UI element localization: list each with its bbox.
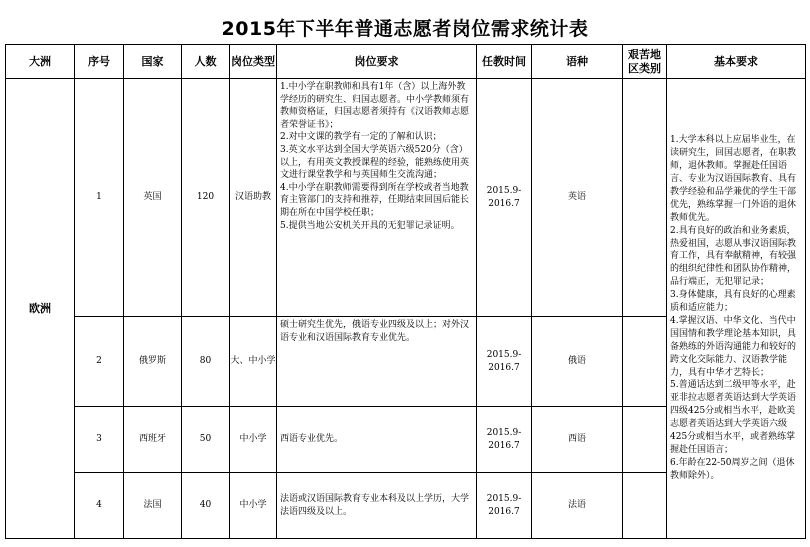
page-title: 2015年下半年普通志愿者岗位需求统计表 bbox=[221, 18, 589, 40]
header-row bbox=[6, 45, 806, 79]
header-language: 语种 bbox=[532, 45, 623, 79]
requirement-line: 2.对中文课的教学有一定的了解和认识； bbox=[280, 132, 442, 143]
row-country: 英国 bbox=[124, 79, 182, 317]
row-period: 2015.9-2016.7 bbox=[477, 79, 532, 317]
row-hardship bbox=[623, 317, 667, 407]
row-index: 4 bbox=[75, 473, 124, 539]
row-count: 80 bbox=[182, 317, 230, 407]
header-period: 任教时间 bbox=[477, 45, 532, 79]
header-hardship: 艰苦地区类别 bbox=[623, 45, 667, 79]
row-period: 2015.9-2016.7 bbox=[477, 407, 532, 473]
header-index: 序号 bbox=[75, 45, 124, 79]
basic-requirement-item: 3.身体健康，具有良好的心理素质和适应能力； bbox=[670, 290, 796, 314]
requirement-line: 硕士研究生优先，俄语专业四级及以上；对外汉语专业和汉语国际教育专业优先。 bbox=[280, 320, 470, 343]
basic-requirement-item: 4.掌握汉语、中华文化、当代中国国情和教学理论基本知识，具备熟练的外语沟通能力和较好的跨文化交际能力、汉语教学能力，具有中华才艺特长； bbox=[670, 315, 797, 378]
header-country: 国家 bbox=[124, 45, 182, 79]
row-country: 法国 bbox=[124, 473, 182, 539]
row-requirements bbox=[277, 79, 477, 317]
row-index: 3 bbox=[75, 407, 124, 473]
row-requirements bbox=[277, 407, 477, 473]
row-count: 40 bbox=[182, 473, 230, 539]
requirement-line: 3.英文水平达到全国大学英语六级520分（含）以上，有用英文教授课程的经验，能熟练使用英文进行课堂教学和与英国师生交流沟通； bbox=[280, 144, 470, 181]
row-count: 120 bbox=[182, 79, 230, 317]
requirement-line: 西语专业优先。 bbox=[280, 434, 344, 445]
row-language: 俄语 bbox=[532, 317, 623, 407]
row-country: 俄罗斯 bbox=[124, 317, 182, 407]
row-post-type: 中小学 bbox=[230, 473, 277, 539]
row-country: 西班牙 bbox=[124, 407, 182, 473]
row-post-type: 中小学 bbox=[230, 407, 277, 473]
header-post-requirements: 岗位要求 bbox=[277, 45, 477, 79]
requirement-line: 法语或汉语国际教育专业本科及以上学历，大学法语四级及以上。 bbox=[280, 493, 470, 517]
row-index: 2 bbox=[75, 317, 124, 407]
basic-requirement-item: 2.具有良好的政治和业务素质，热爱祖国，志愿从事汉语国际教育工作，具有奉献精神，有较强的组织纪律性和团队协作精神，品行端正，无犯罪记录； bbox=[670, 225, 797, 288]
demand-table bbox=[5, 44, 806, 539]
continent-cell: 欧洲 bbox=[6, 79, 75, 539]
row-requirements bbox=[277, 317, 477, 407]
row-language: 英语 bbox=[532, 79, 623, 317]
row-hardship bbox=[623, 407, 667, 473]
row-hardship bbox=[623, 473, 667, 539]
requirement-line: 4.中小学在职教师需要得到所在学校或者当地教育主管部门的支持和推荐，任期结束回国后能长期在所在中国学校任职； bbox=[280, 182, 470, 218]
row-period: 2015.9-2016.7 bbox=[477, 473, 532, 539]
requirement-line: 5.提供当地公安机关开具的无犯罪记录证明。 bbox=[280, 220, 460, 231]
row-post-type: 汉语助教 bbox=[230, 79, 277, 317]
row-index: 1 bbox=[75, 79, 124, 317]
header-continent: 大洲 bbox=[6, 45, 75, 79]
table-row bbox=[6, 79, 806, 317]
row-period: 2015.9-2016.7 bbox=[477, 317, 532, 407]
row-hardship bbox=[623, 79, 667, 317]
row-requirements bbox=[277, 473, 477, 539]
basic-requirements-cell bbox=[667, 79, 806, 539]
header-post-type: 岗位类型 bbox=[230, 45, 277, 79]
row-count: 50 bbox=[182, 407, 230, 473]
header-count: 人数 bbox=[182, 45, 230, 79]
header-basic-requirements: 基本要求 bbox=[667, 45, 806, 79]
basic-requirement-item: 6.年龄在22-50周岁之间（退休教师除外）。 bbox=[670, 457, 795, 481]
basic-requirement-item: 5.普通话达到二级甲等水平，赴亚非拉志愿者英语达到大学英语四级425分或相当水平，赴欧美志愿者英语达到大学英语六级425分或相当水平，或者熟练掌握赴任国语言； bbox=[670, 380, 797, 456]
row-language: 法语 bbox=[532, 473, 623, 539]
row-post-type: 大、中小学 bbox=[230, 317, 277, 407]
requirement-line: 1.中小学在职教师和具有1年（含）以上海外教学经历的研究生、归国志愿者。中小学教师须有教师资格证，归国志愿者须持有《汉语教师志愿者荣誉证书》； bbox=[280, 82, 470, 130]
row-language: 西语 bbox=[532, 407, 623, 473]
basic-requirement-item: 1.大学本科以上应届毕业生，在读研究生，回国志愿者，在职教师，退休教师。掌握赴任国语言、专业为汉语国际教育、具有教学经验和品学兼优的学生干部优先，熟练掌握一门外语的退休教师优先。 bbox=[670, 135, 797, 223]
